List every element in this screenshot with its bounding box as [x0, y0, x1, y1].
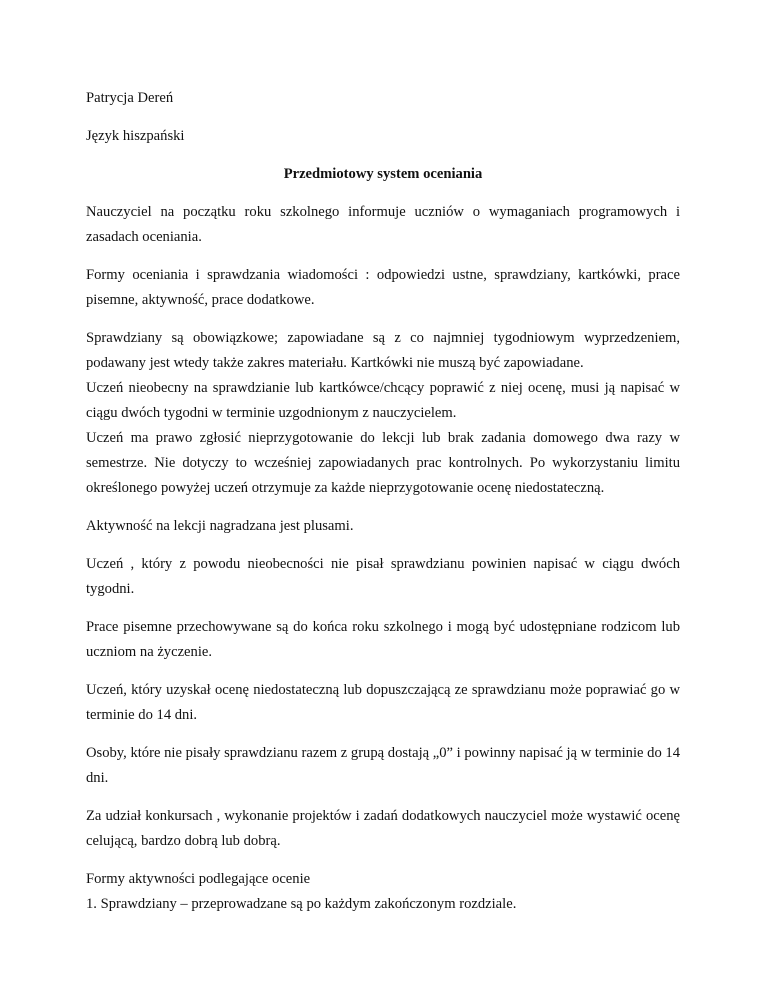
paragraph-zero-grade: Osoby, które nie pisały sprawdzianu razem z grupą dostają „0” i powinny napisać ją w terminie do 14 dni. — [86, 745, 680, 786]
paragraph-activity: Aktywność na lekcji nagradzana jest plusami. — [86, 518, 354, 534]
paragraph-absent-student: Uczeń nieobecny na sprawdzianie lub kartkówce/chcący poprawić z niej ocenę, musi ją napisać w ciągu dwóch tygodni w terminie uzgodnionym z nauczycielem. — [86, 380, 680, 421]
paragraph-unprepared: Uczeń ma prawo zgłosić nieprzygotowanie do lekcji lub brak zadania domowego dwa razy w semestrze. Nie dotyczy to wcześniej zapowiadanych prac kontrolnych. Po wykorzystaniu limitu określonego powyżej uczeń otrzymuje za każde nieprzygotowanie ocenę niedostateczną. — [86, 430, 680, 496]
document-content — [86, 86, 680, 917]
paragraph-intro: Nauczyciel na początku roku szkolnego informuje uczniów o wymaganiach programowych i zasadach oceniania. — [86, 204, 680, 245]
subject-name: Język hiszpański — [86, 128, 185, 144]
section-heading: Formy aktywności podlegające ocenie — [86, 871, 311, 887]
paragraph-extra-tasks: Za udział konkursach , wykonanie projektów i zadań dodatkowych nauczyciel może wystawić ocenę celującą, bardzo dobrą lub dobrą. — [86, 808, 680, 849]
paragraph-written-works: Prace pisemne przechowywane są do końca roku szkolnego i mogą być udostępniane rodzicom lub uczniom na życzenie. — [86, 619, 680, 660]
paragraph-tests-mandatory: Sprawdziany są obowiązkowe; zapowiadane są z co najmniej tygodniowym wyprzedzeniem, podawany jest wtedy także zakres materiału. Kartkówki nie muszą być zapowiadane. — [86, 330, 680, 371]
paragraph-assessment-forms: Formy oceniania i sprawdzania wiadomości : odpowiedzi ustne, sprawdziany, kartkówki, prace pisemne, aktywność, prace dodatkowe. — [86, 267, 680, 308]
list-item: 1. Sprawdziany – przeprowadzane są po każdym zakończonym rozdziale. — [86, 896, 517, 912]
paragraph-improve-grade: Uczeń, który uzyskał ocenę niedostateczną lub dopuszczającą ze sprawdzianu może poprawiać go w terminie do 14 dni. — [86, 682, 680, 723]
author-name: Patrycja Dereń — [86, 90, 174, 106]
document-title: Przedmiotowy system oceniania — [283, 166, 483, 182]
paragraph-missed-test: Uczeń , który z powodu nieobecności nie pisał sprawdzianu powinien napisać w ciągu dwóch tygodni. — [86, 556, 680, 597]
